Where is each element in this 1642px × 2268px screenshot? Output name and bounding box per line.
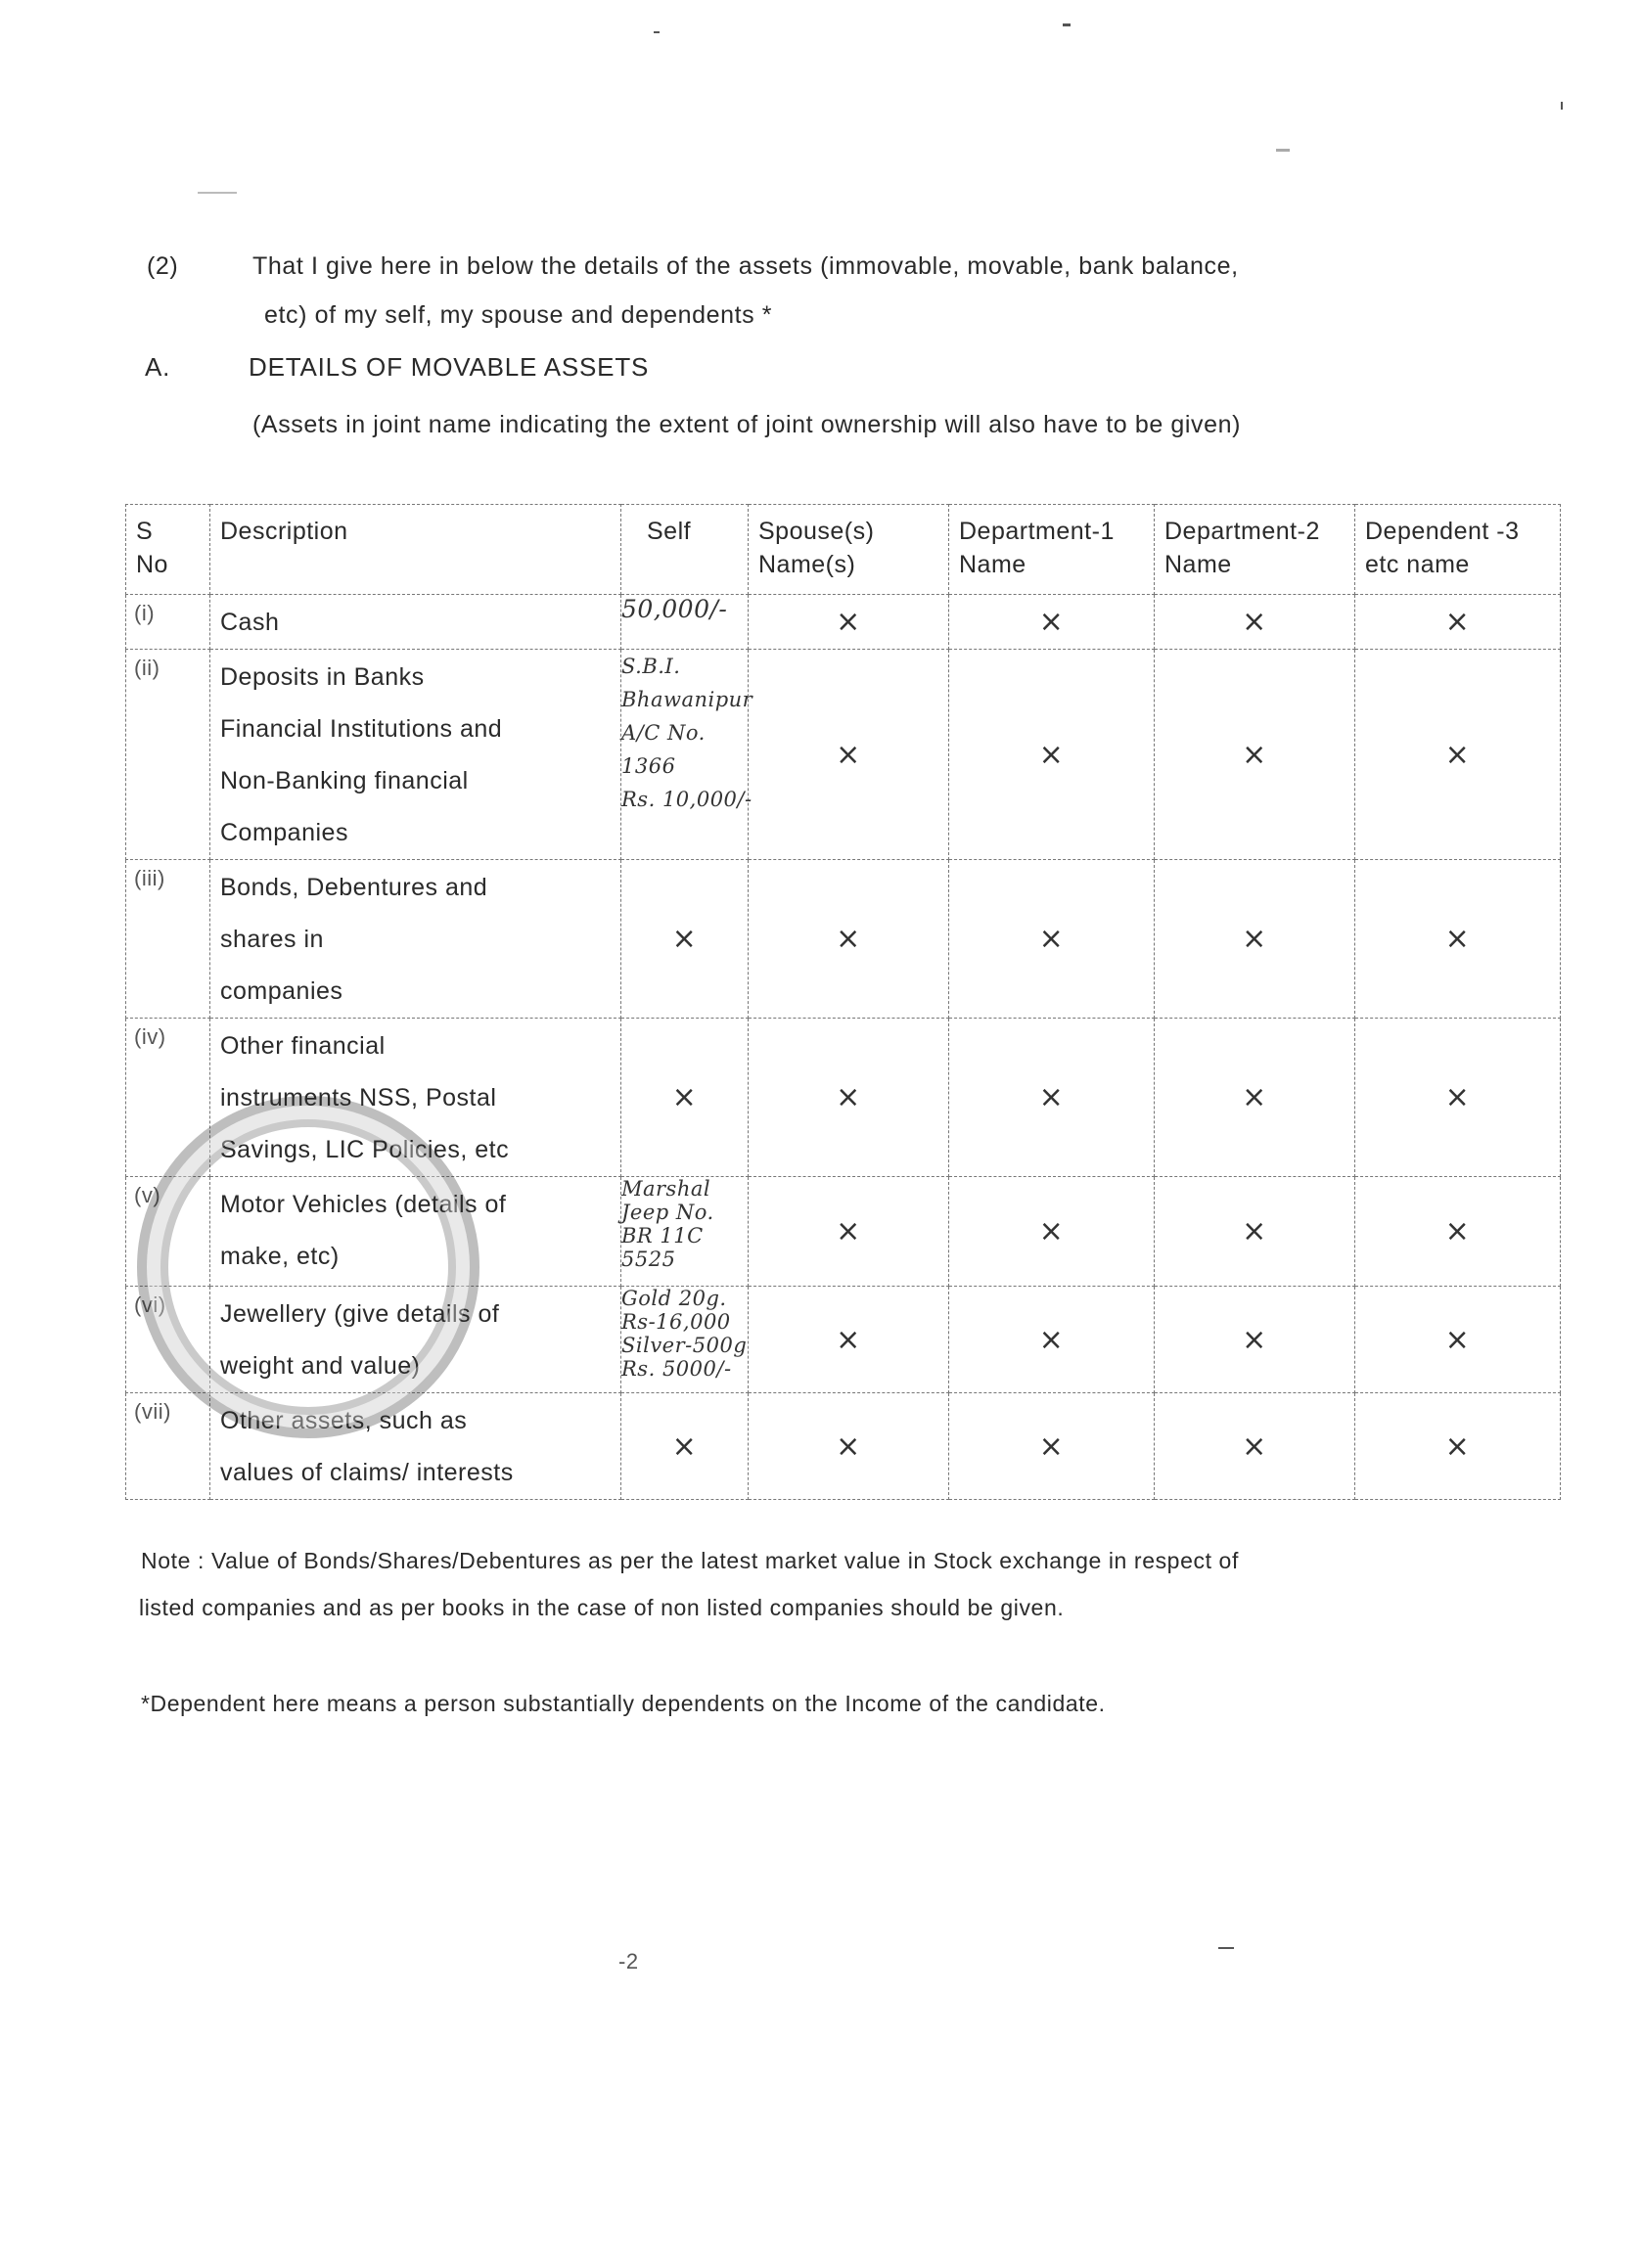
- header-self: Self: [621, 505, 749, 595]
- row-dep2-value: [1155, 860, 1355, 1019]
- row-self-value: [621, 1019, 749, 1177]
- cross-mark: ×: [1242, 737, 1267, 772]
- row-serial-number: (ii): [126, 650, 210, 860]
- row-dep3-value: [1355, 1019, 1561, 1177]
- row-spouse-value: [749, 1287, 949, 1393]
- row-description: [210, 1177, 621, 1287]
- header-description: Description: [210, 505, 621, 595]
- cross-mark: ×: [1038, 1214, 1065, 1248]
- row-description-line: Savings, LIC Policies, etc: [220, 1136, 510, 1163]
- row-serial-number: (v): [126, 1177, 210, 1287]
- scan-speck: [1218, 1947, 1234, 1949]
- header-dep1-line2: Name: [959, 551, 1026, 578]
- scan-speck: [198, 192, 237, 194]
- row-dep2-value: [1155, 1177, 1355, 1287]
- header-dependent-2: [1155, 505, 1355, 595]
- row-description-line: Non-Banking financial: [220, 767, 469, 794]
- row-serial-number: (vii): [126, 1393, 210, 1500]
- row-description: [210, 1287, 621, 1393]
- cross-mark: ×: [671, 922, 698, 956]
- cross-mark: ×: [1242, 1214, 1267, 1248]
- page-marker: -2: [618, 1949, 639, 1973]
- handwritten-line: Bhawanipur: [621, 688, 753, 711]
- row-dep3-value: [1355, 860, 1561, 1019]
- row-description: [210, 1393, 621, 1500]
- row-dep1-value: [949, 1019, 1155, 1177]
- cross-mark: ×: [836, 1214, 861, 1248]
- cross-mark: ×: [671, 1080, 698, 1114]
- header-spouse: [749, 505, 949, 595]
- header-sno-line1: S: [136, 518, 154, 545]
- row-description-line: shares in: [220, 926, 324, 953]
- scan-speck: [1561, 102, 1563, 110]
- row-serial-number: (vi): [126, 1287, 210, 1393]
- header-dep3-line2: etc name: [1365, 551, 1470, 578]
- header-dep1-line1: Department-1: [959, 518, 1115, 545]
- handwritten-line: 50,000/-: [621, 595, 728, 623]
- scan-speck: [1276, 149, 1290, 152]
- intro-line-2: etc) of my self, my spouse and dependents *: [264, 301, 773, 329]
- row-self-value: [621, 1393, 749, 1500]
- cross-mark: ×: [1444, 605, 1471, 639]
- row-dep2-value: [1155, 1019, 1355, 1177]
- row-description: [210, 650, 621, 860]
- header-dependent-1: [949, 505, 1155, 595]
- handwritten-line: Rs. 5000/-: [621, 1357, 732, 1381]
- cross-mark: ×: [671, 1429, 698, 1464]
- row-serial-number: (i): [126, 595, 210, 650]
- row-dep1-value: [949, 650, 1155, 860]
- row-self-value: [621, 595, 749, 650]
- row-dep2-value: [1155, 650, 1355, 860]
- row-dep1-value: [949, 1177, 1155, 1287]
- row-description: [210, 860, 621, 1019]
- handwritten-line: Gold 20g.: [621, 1287, 727, 1310]
- handwritten-line: Marshal: [621, 1177, 711, 1201]
- handwritten-line: A/C No.: [621, 721, 706, 745]
- row-description: [210, 1019, 621, 1177]
- table-row: [126, 860, 1561, 1019]
- cross-mark: ×: [836, 737, 861, 772]
- footnote: *Dependent here means a person substantially dependents on the Income of the candidate.: [141, 1691, 1106, 1716]
- row-description-line: Jewellery (give details of: [220, 1300, 500, 1328]
- row-description-line: Other financial: [220, 1032, 386, 1060]
- row-dep2-value: [1155, 595, 1355, 650]
- handwritten-line: Rs-16,000: [621, 1310, 731, 1334]
- handwritten-line: S.B.I.: [621, 655, 681, 678]
- cross-mark: ×: [836, 605, 861, 639]
- cross-mark: ×: [1242, 922, 1267, 956]
- row-serial-number: (iii): [126, 860, 210, 1019]
- header-spouse-line1: Spouse(s): [758, 518, 875, 545]
- scan-speck: [1063, 23, 1071, 26]
- row-self-value: [621, 1177, 749, 1287]
- cross-mark: ×: [1242, 1429, 1267, 1464]
- handwritten-line: Rs. 10,000/-: [621, 788, 753, 811]
- note-line-1: Note : Value of Bonds/Shares/Debentures as per the latest market value in Stock exchange in respect of: [141, 1548, 1239, 1573]
- row-description-line: companies: [220, 977, 343, 1005]
- row-description-line: weight and value): [220, 1352, 421, 1380]
- row-description-line: Motor Vehicles (details of: [220, 1191, 507, 1218]
- header-dep2-line1: Department-2: [1164, 518, 1320, 545]
- cross-mark: ×: [1444, 737, 1471, 772]
- cross-mark: ×: [1038, 1080, 1065, 1114]
- cross-mark: ×: [1038, 605, 1065, 639]
- header-dep3-line1: Dependent -3: [1365, 518, 1520, 545]
- row-serial-number: (iv): [126, 1019, 210, 1177]
- cross-mark: ×: [1444, 922, 1471, 956]
- handwritten-line: 5525: [621, 1247, 676, 1271]
- table-row: [126, 595, 1561, 650]
- intro-number: (2): [147, 252, 179, 280]
- cross-mark: ×: [1444, 1214, 1471, 1248]
- header-sno-line2: No: [136, 551, 168, 578]
- table-row: [126, 650, 1561, 860]
- row-description: [210, 595, 621, 650]
- row-dep3-value: [1355, 1287, 1561, 1393]
- row-description-line: Deposits in Banks: [220, 663, 425, 691]
- intro-line-1: That I give here in below the details of the assets (immovable, movable, bank balance,: [252, 252, 1239, 280]
- handwritten-line: 1366: [621, 754, 676, 778]
- row-dep3-value: [1355, 650, 1561, 860]
- row-dep3-value: [1355, 595, 1561, 650]
- cross-mark: ×: [1038, 922, 1065, 956]
- header-dep2-line2: Name: [1164, 551, 1232, 578]
- row-spouse-value: [749, 1177, 949, 1287]
- row-description-line: Bonds, Debentures and: [220, 874, 488, 901]
- row-dep1-value: [949, 1287, 1155, 1393]
- cross-mark: ×: [836, 1429, 861, 1464]
- handwritten-line: Silver-500g: [621, 1334, 748, 1357]
- row-description-line: Cash: [220, 609, 280, 636]
- row-spouse-value: [749, 860, 949, 1019]
- note-line-2: listed companies and as per books in the case of non listed companies should be given.: [139, 1595, 1065, 1620]
- cross-mark: ×: [1242, 1080, 1267, 1114]
- cross-mark: ×: [1242, 1322, 1267, 1357]
- row-description-line: Other assets, such as: [220, 1407, 468, 1434]
- header-spouse-line2: Name(s): [758, 551, 856, 578]
- row-description-line: make, etc): [220, 1243, 340, 1270]
- table-row: [126, 1287, 1561, 1393]
- movable-assets-table: [125, 504, 1561, 1500]
- row-dep3-value: [1355, 1393, 1561, 1500]
- row-spouse-value: [749, 1393, 949, 1500]
- section-letter: A.: [145, 352, 171, 382]
- handwritten-line: BR 11C: [621, 1224, 704, 1247]
- header-sno: [126, 505, 210, 595]
- row-description-line: instruments NSS, Postal: [220, 1084, 497, 1111]
- row-description-line: values of claims/ interests: [220, 1459, 514, 1486]
- cross-mark: ×: [1444, 1322, 1471, 1357]
- cross-mark: ×: [1444, 1080, 1471, 1114]
- row-dep3-value: [1355, 1177, 1561, 1287]
- row-spouse-value: [749, 595, 949, 650]
- section-heading: DETAILS OF MOVABLE ASSETS: [249, 352, 650, 382]
- cross-mark: ×: [836, 1322, 861, 1357]
- row-dep2-value: [1155, 1287, 1355, 1393]
- row-dep1-value: [949, 1393, 1155, 1500]
- table-row: [126, 1019, 1561, 1177]
- cross-mark: ×: [1242, 605, 1267, 639]
- cross-mark: ×: [836, 1080, 861, 1114]
- row-spouse-value: [749, 1019, 949, 1177]
- row-description-line: Companies: [220, 819, 348, 846]
- handwritten-line: Jeep No.: [621, 1201, 714, 1224]
- cross-mark: ×: [1038, 1322, 1065, 1357]
- row-self-value: [621, 650, 753, 860]
- row-dep1-value: [949, 595, 1155, 650]
- cross-mark: ×: [1444, 1429, 1471, 1464]
- row-self-value: [621, 860, 749, 1019]
- table-row: [126, 1177, 1561, 1287]
- table-row: [126, 1393, 1561, 1500]
- row-dep2-value: [1155, 1393, 1355, 1500]
- row-self-value: [621, 1287, 749, 1393]
- header-dependent-3: [1355, 505, 1561, 595]
- row-description-line: Financial Institutions and: [220, 715, 503, 743]
- scan-speck: [654, 31, 660, 33]
- row-dep1-value: [949, 860, 1155, 1019]
- section-subheading: (Assets in joint name indicating the extent of joint ownership will also have to be given): [252, 411, 1242, 438]
- row-spouse-value: [749, 650, 949, 860]
- cross-mark: ×: [836, 922, 861, 956]
- table-header-row: [126, 505, 1561, 595]
- cross-mark: ×: [1038, 1429, 1065, 1464]
- cross-mark: ×: [1038, 737, 1065, 772]
